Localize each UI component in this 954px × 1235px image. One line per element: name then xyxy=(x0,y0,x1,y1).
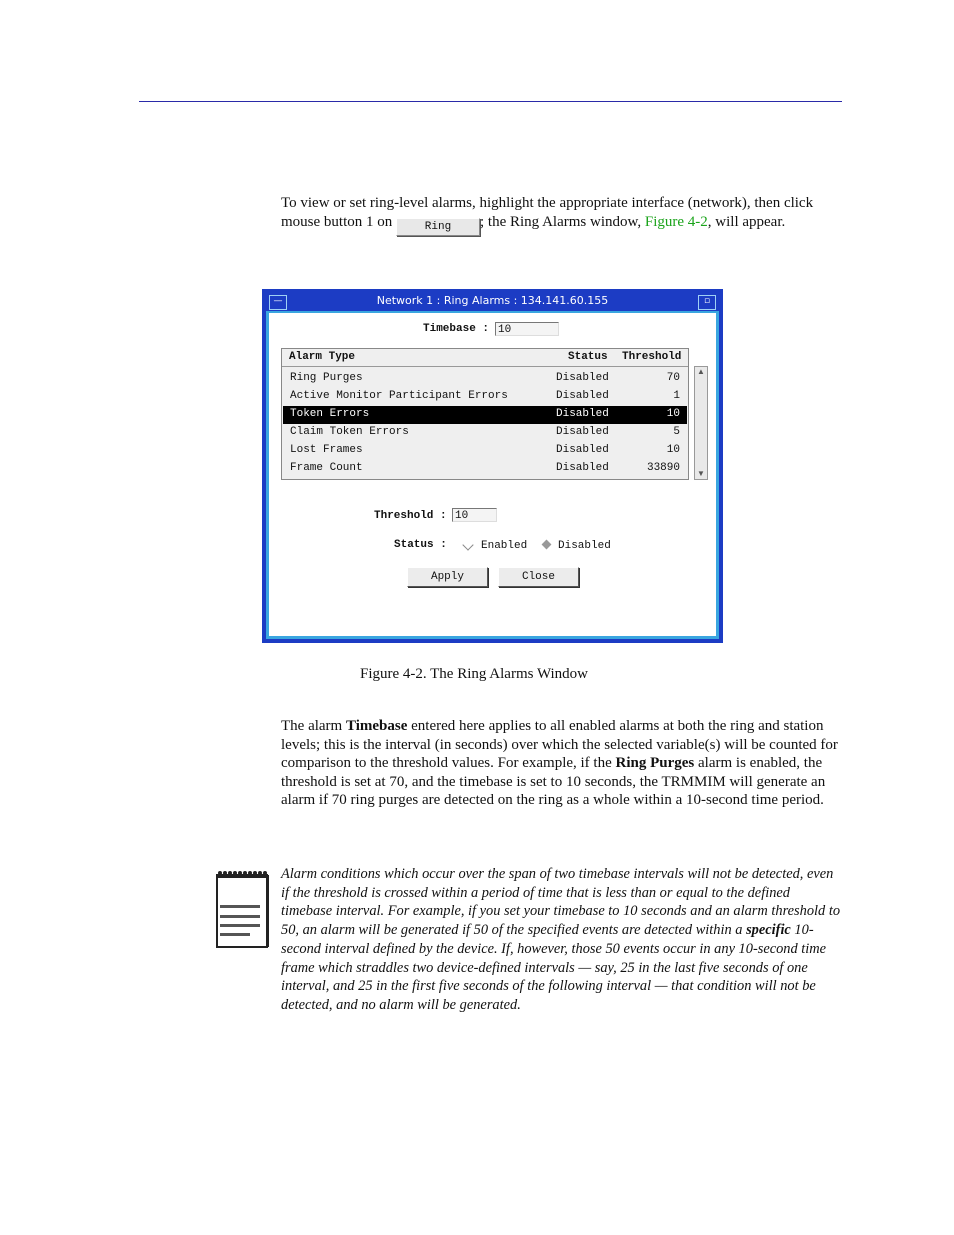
disabled-label: Disabled xyxy=(558,540,611,552)
body-text-2: entered here applies to all enabled alarms at both the ring and station levels; this is the interval (in seconds) over which the selected variable(s) will be counted for comparison to the threshold values. For example, if the xyxy=(281,718,838,772)
row-alarm-type: Token Errors xyxy=(290,408,370,420)
note-paragraph xyxy=(281,865,843,1015)
table-row[interactable] xyxy=(283,424,687,442)
window-menu-icon[interactable]: — xyxy=(269,295,287,310)
timebase-label: Timebase : xyxy=(423,323,490,335)
row-alarm-type: Active Monitor Participant Errors xyxy=(290,390,508,402)
row-status: Disabled xyxy=(556,408,609,420)
threshold-label: Threshold : xyxy=(374,510,447,522)
column-alarm-type: Alarm Type xyxy=(289,351,356,363)
alarm-list-scrollbar[interactable] xyxy=(694,366,708,480)
scroll-up-icon[interactable]: ▲ xyxy=(697,367,705,376)
row-threshold: 10 xyxy=(666,444,680,456)
enabled-radio-icon xyxy=(462,539,473,550)
figure-caption: Figure 4-2. The Ring Alarms Window xyxy=(360,666,588,682)
ring-button-reference: Ring xyxy=(396,218,480,236)
intro-text-before: To view or set ring-level alarms, highlight the appropriate interface (network), then click mouse button 1 on xyxy=(281,195,814,230)
figure-link[interactable]: Figure 4-2 xyxy=(644,213,708,230)
row-status: Disabled xyxy=(556,390,609,402)
close-button[interactable]: Close xyxy=(498,567,579,587)
column-threshold: Threshold xyxy=(622,351,682,363)
window-client-area xyxy=(269,313,716,636)
window-title: Network 1 : Ring Alarms : 134.141.60.155 xyxy=(376,294,609,307)
header-rule xyxy=(139,101,842,102)
intro-text-middle: ; the Ring Alarms window, xyxy=(480,213,642,230)
enabled-label: Enabled xyxy=(481,540,528,552)
column-status: Status xyxy=(568,351,608,363)
row-threshold: 70 xyxy=(666,372,680,384)
apply-button[interactable]: Apply xyxy=(407,567,488,587)
table-row[interactable] xyxy=(283,442,687,460)
note-icon xyxy=(215,867,269,949)
timebase-input[interactable]: 10 xyxy=(495,322,559,336)
row-alarm-type: Ring Purges xyxy=(290,372,363,384)
threshold-input[interactable]: 10 xyxy=(452,508,497,522)
minimize-icon[interactable]: ▫ xyxy=(698,295,716,310)
row-threshold: 5 xyxy=(673,426,680,438)
body-text-3: alarm is enabled, the threshold is set at 70, and the timebase is set to 10 seconds, the TRMMIM will generate an alarm if 70 ring purges are detected on the ring as a whole within a 10-second time period. xyxy=(281,755,826,809)
disabled-radio-icon xyxy=(542,540,552,550)
row-status: Disabled xyxy=(556,462,609,474)
table-row[interactable] xyxy=(283,388,687,406)
note-bold-specific: specific xyxy=(746,922,791,939)
table-row[interactable] xyxy=(283,370,687,388)
ring-alarms-window xyxy=(262,289,723,643)
window-titlebar[interactable] xyxy=(266,293,719,311)
table-row[interactable] xyxy=(283,460,687,478)
row-threshold: 33890 xyxy=(646,462,680,474)
row-alarm-type: Frame Count xyxy=(290,462,363,474)
alarm-list xyxy=(281,348,689,480)
body-bold-timebase: Timebase xyxy=(345,718,408,734)
note-text-1: Alarm conditions which occur over the span of two timebase intervals will not be detected, even if the threshold is crossed within a period of time that is less than or equal to the defined timebase interval. For example, if you set your timebase to 10 seconds and an alarm threshold to 50, an alarm will be generated if 50 of the specified events are detected within a xyxy=(281,866,841,939)
row-alarm-type: Lost Frames xyxy=(290,444,363,456)
row-status: Disabled xyxy=(556,372,609,384)
body-text-1: The alarm xyxy=(281,718,346,734)
row-threshold: 10 xyxy=(666,408,680,420)
scroll-down-icon[interactable]: ▼ xyxy=(697,469,705,478)
timebase-paragraph xyxy=(281,717,843,810)
row-alarm-type: Claim Token Errors xyxy=(290,426,409,438)
alarm-list-header xyxy=(282,349,688,367)
row-threshold: 1 xyxy=(673,390,680,402)
body-bold-ring-purges: Ring Purges xyxy=(615,755,695,772)
note-text-2: 10-second interval defined by the device. If, however, those 50 events occur in any 10-second time frame which straddles two device-defined intervals — say, 25 in the last five seconds of one interval, and 25 in the first five seconds of the following interval — that condition will not be detected, and no alarm will be generated. xyxy=(281,922,827,1013)
row-status: Disabled xyxy=(556,426,609,438)
intro-text-after: , will appear. xyxy=(707,213,786,230)
intro-paragraph xyxy=(281,194,843,236)
status-label: Status : xyxy=(394,539,447,551)
table-row[interactable] xyxy=(283,406,687,424)
row-status: Disabled xyxy=(556,444,609,456)
